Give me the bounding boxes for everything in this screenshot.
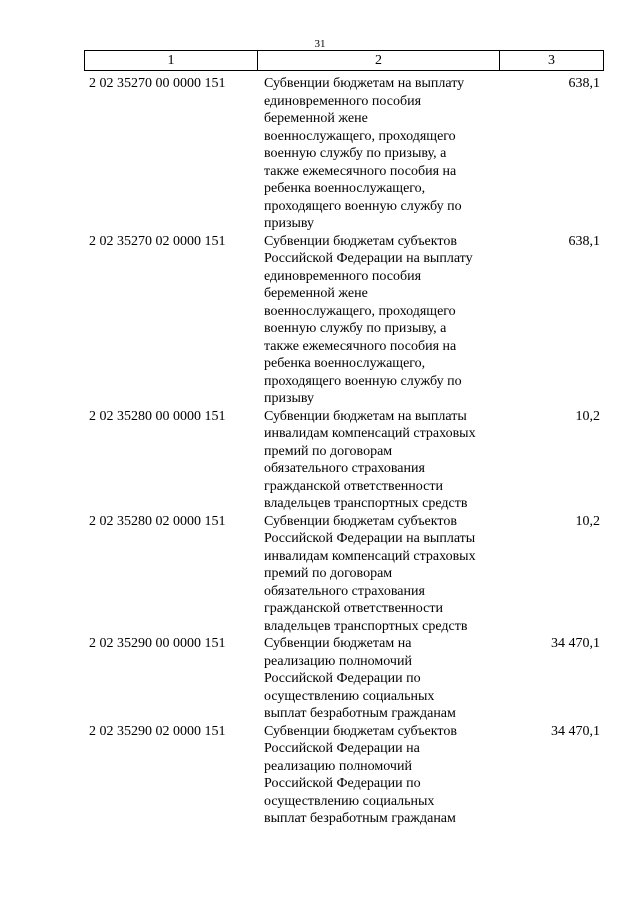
description-line: премий по договорам [264,443,393,459]
table-row [0,75,640,233]
income-description [264,75,490,233]
description-line: Субвенции бюджетам субъектов [264,723,457,739]
column-header-1: 1 [85,51,258,71]
description-line: обязательного страхования [264,461,425,476]
page-number: 31 [314,38,326,50]
description-line: Российской Федерации по [264,671,421,686]
budget-code: 2 02 35290 00 0000 151 [89,636,226,651]
description-line: единовременного пособия [264,93,422,109]
budget-code: 2 02 35290 02 0000 151 [89,723,226,739]
description-line: беременной жене [264,286,368,301]
description-line: реализацию полномочий [264,653,412,669]
table-header [84,50,604,71]
budget-code: 2 02 35270 02 0000 151 [89,233,226,249]
column-header-2: 2 [258,51,500,71]
description-line: обязательного страхования [264,583,425,599]
description-line: военнослужащего, проходящего [264,128,456,144]
table-row [0,723,640,828]
description-line: Российской Федерации на выплату [264,251,473,266]
description-line: реализацию полномочий [264,758,412,774]
table-row [0,233,640,408]
description-line: гражданской ответственности [264,478,443,494]
income-description [264,513,490,636]
table-body [0,75,640,828]
description-line: инвалидам компенсаций страховых [264,426,476,441]
description-line: Субвенции бюджетам на выплаты [264,408,467,424]
description-line: осуществлению социальных [264,793,435,809]
description-line: Российской Федерации на [264,741,420,756]
description-line: владельцев транспортных средств [264,496,468,511]
description-line: военную службу по призыву, а [264,146,447,161]
description-line: также ежемесячного пособия на [264,338,457,354]
description-line: проходящего военную службу по [264,198,462,214]
description-line: Субвенции бюджетам на [264,636,412,651]
table-row [0,635,640,723]
description-line: осуществлению социальных [264,688,435,704]
description-line: премий по договорам [264,566,393,581]
budget-code: 2 02 35280 00 0000 151 [89,408,226,424]
budget-code: 2 02 35270 00 0000 151 [89,76,226,91]
description-line: ребенка военнослужащего, [264,181,426,196]
amount-value: 34 470,1 [551,636,600,651]
description-line: призыву [264,216,315,231]
description-line: военнослужащего, проходящего [264,303,456,319]
description-line: Субвенции бюджетам субъектов [264,513,457,529]
amount-value: 34 470,1 [551,723,600,739]
amount-value: 10,2 [575,513,600,529]
income-description [264,635,490,723]
description-line: Субвенции бюджетам на выплату [264,76,465,91]
amount-value: 638,1 [568,233,600,249]
description-line: выплат безработным гражданам [264,811,456,826]
description-line: беременной жене [264,111,368,126]
income-description [264,723,490,828]
description-line: проходящего военную службу по [264,373,462,389]
table-row [0,513,640,636]
description-line: ребенка военнослужащего, [264,356,426,371]
income-description [264,408,490,513]
column-header-3: 3 [500,51,604,71]
income-description [264,233,490,408]
budget-code: 2 02 35280 02 0000 151 [89,513,226,529]
description-line: Российской Федерации по [264,776,421,791]
description-line: призыву [264,391,315,406]
description-line: единовременного пособия [264,268,422,284]
description-line: военную службу по призыву, а [264,321,447,336]
description-line: владельцев транспортных средств [264,618,468,634]
description-line: гражданской ответственности [264,601,443,616]
amount-value: 638,1 [568,76,600,91]
description-line: также ежемесячного пособия на [264,163,457,179]
description-line: Субвенции бюджетам субъектов [264,233,457,249]
description-line: выплат безработным гражданам [264,706,456,721]
table-row [0,408,640,513]
description-line: инвалидам компенсаций страховых [264,548,476,564]
amount-value: 10,2 [575,408,600,424]
description-line: Российской Федерации на выплаты [264,531,476,546]
